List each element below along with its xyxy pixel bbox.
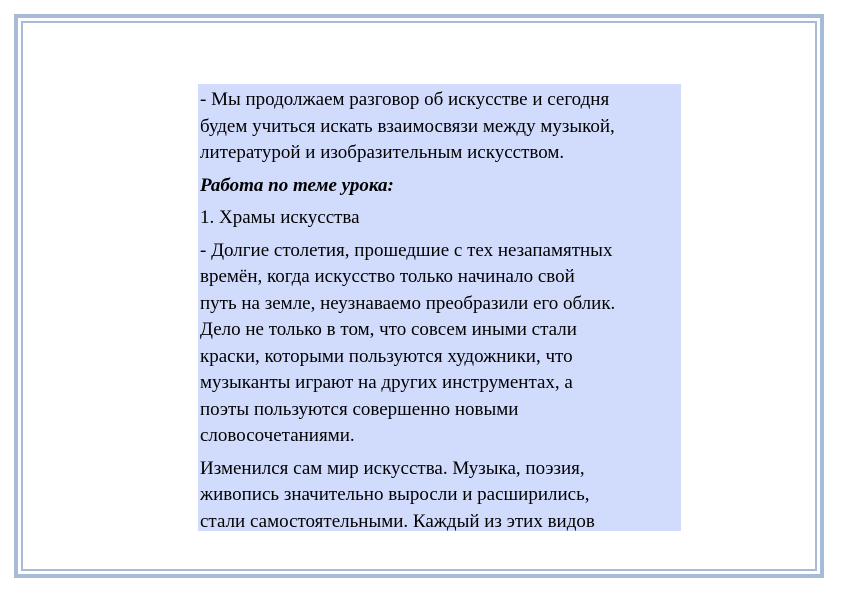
body-paragraph-world-of-art: Изменился сам мир искусства. Музыка, поэзия, живопись значительно выросли и расширились, стали самостоятельными. Каждый из этих видов: [200, 457, 595, 531]
list-item-temples-of-art: 1. Храмы искусства: [200, 207, 360, 228]
intro-paragraph: - Мы продолжаем разговор об искусстве и сегодня будем учиться искать взаимосвязи между музыкой, литературой и изобразительным искусством.: [200, 89, 615, 163]
lesson-text-block: [198, 84, 681, 531]
lesson-heading: Работа по теме урока:: [200, 174, 394, 196]
body-paragraph-centuries: - Долгие столетия, прошедшие с тех незапамятных времён, когда искусство только начинало свой путь на земле, неузнаваемо преобразили его облик. Дело не только в том, что совсем иными стали краски, которыми пользуются художники, что музыканты играют на других инструментах, а поэты пользуются совершенно новыми словосочетаниями.: [200, 239, 616, 446]
